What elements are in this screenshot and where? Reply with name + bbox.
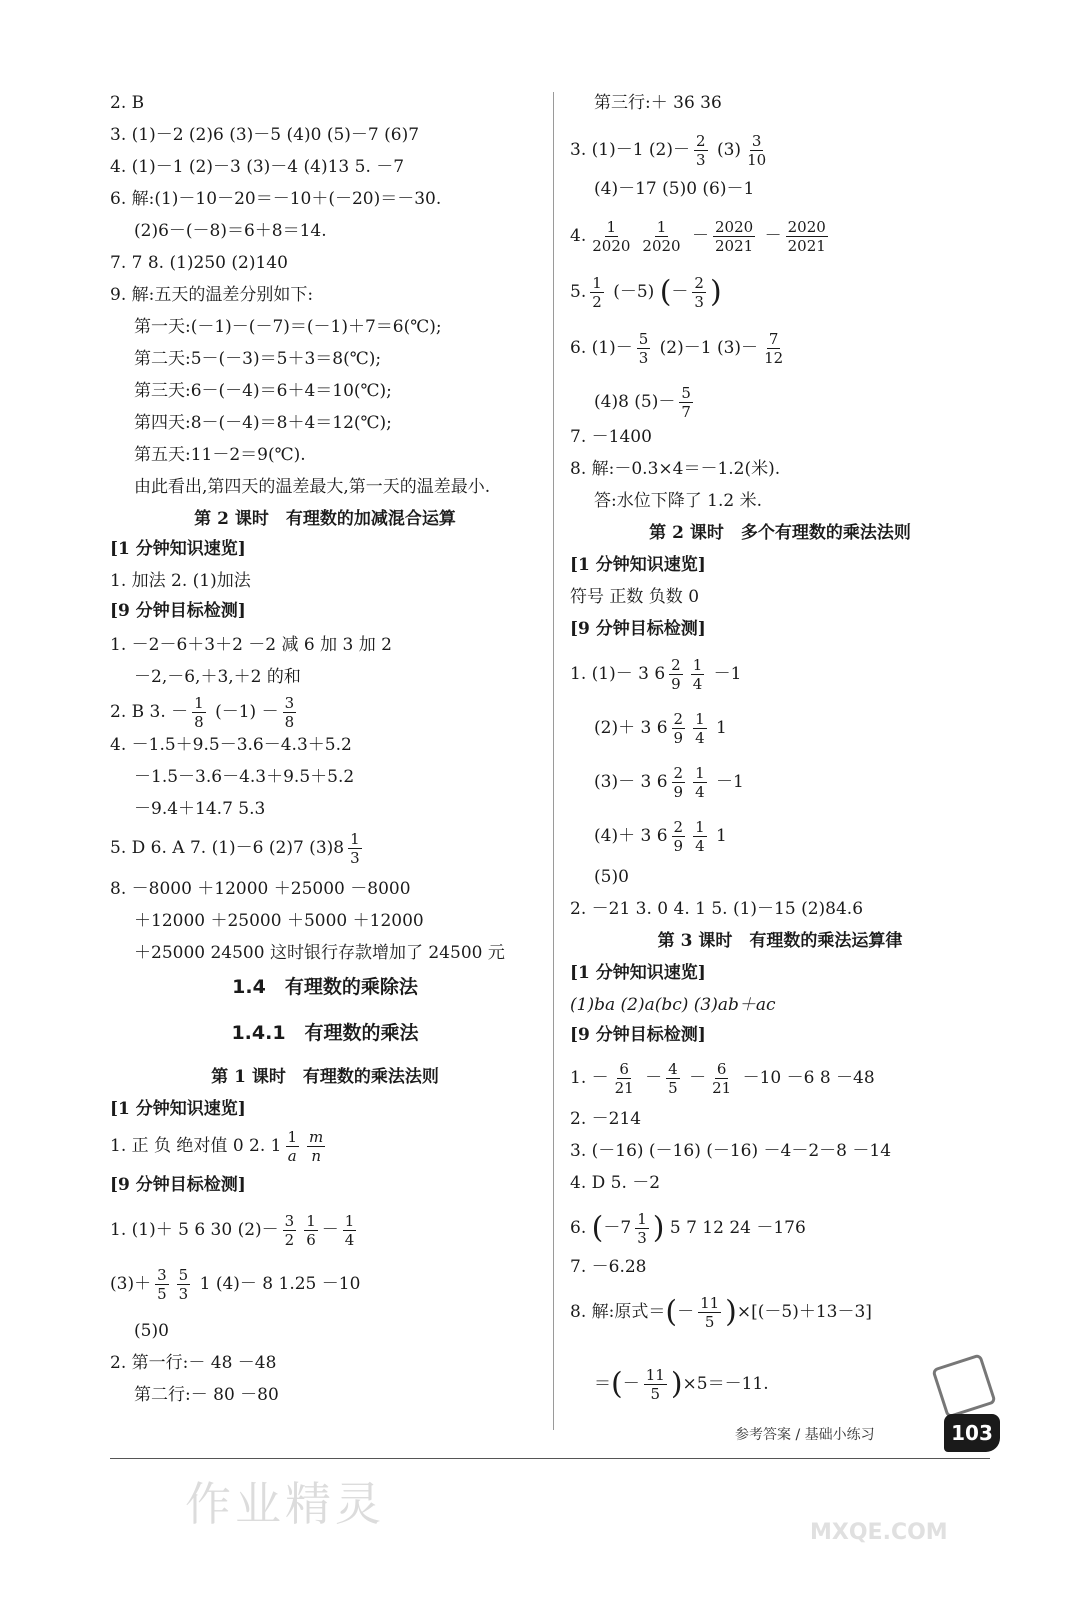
fraction (669, 656, 683, 693)
answer-line: 第四天:8－(－4)＝8＋4＝12(℃); (134, 413, 392, 433)
answer-line: (1)ba (2)a(bc) (3)ab＋ac (570, 995, 776, 1015)
left-paren: ( (591, 1210, 604, 1246)
answer-line: 6. 解:(1)－10－20＝－10＋(－20)＝－30. (110, 189, 442, 209)
fraction (672, 764, 686, 801)
denominator: 10 (747, 151, 767, 169)
text: (2)＋ 3 6 (594, 718, 668, 738)
fraction (693, 764, 707, 801)
fraction (283, 1212, 297, 1249)
answer-line (570, 656, 741, 693)
text: －1 (716, 772, 744, 792)
answer-line: 8. －8000 ＋12000 ＋25000 －8000 (110, 879, 411, 899)
text: (4)＋ 3 6 (594, 826, 668, 846)
fraction (348, 830, 362, 867)
text: －7 (603, 1218, 632, 1238)
text: (4)8 (5)－ (594, 392, 676, 412)
text: － (622, 1374, 640, 1394)
text: ×5＝－11. (682, 1374, 769, 1394)
text: －10 －6 8 －48 (742, 1068, 875, 1088)
numerator: 2020 (715, 218, 754, 236)
numerator: 5 (178, 1266, 189, 1284)
numerator: 6 (619, 1060, 629, 1078)
answer-line (570, 1210, 806, 1247)
answer-line: (5)0 (134, 1321, 169, 1341)
numerator: 1 (287, 1128, 298, 1146)
numerator: 6 (716, 1060, 727, 1078)
text: (2)－1 (3)－ (659, 338, 759, 358)
answer-line: (4)－17 (5)0 (6)－1 (594, 179, 755, 199)
left-paren: ( (611, 1366, 623, 1402)
text: 5. (570, 282, 587, 302)
numerator: 1 (194, 694, 204, 712)
text: 1. － (570, 1068, 609, 1088)
numerator: 7 (768, 330, 779, 348)
answer-line: 第五天:11－2＝9(℃). (134, 445, 306, 465)
answer-line (594, 764, 744, 801)
denominator: 3 (638, 349, 649, 367)
numerator: 1 (695, 764, 705, 782)
answer-line: －1.5－3.6－4.3＋9.5＋5.2 (134, 767, 355, 787)
text: ＝ (594, 1374, 611, 1394)
fraction (307, 1128, 325, 1165)
answer-line (594, 818, 727, 855)
denominator: 8 (284, 713, 295, 731)
numerator: 3 (157, 1266, 167, 1284)
section-tag: [1 分钟知识速览] (110, 1099, 246, 1119)
denominator: 4 (695, 837, 705, 855)
fraction (692, 274, 706, 311)
denominator: 2 (592, 293, 602, 311)
answer-line: 2. B (110, 93, 145, 113)
answer-line: 4. D 5. －2 (570, 1173, 661, 1193)
right-paren: ) (670, 1366, 683, 1402)
denominator: 2020 (592, 237, 631, 255)
denominator: 9 (673, 837, 684, 855)
text: (－1) － (215, 702, 279, 722)
answer-line: 7. －1400 (570, 427, 652, 447)
answer-line (594, 710, 727, 747)
answer-line: 3. (－16) (－16) (－16) －4－2－8 －14 (570, 1141, 892, 1161)
denominator: 5 (704, 1313, 715, 1331)
watermark: 作业精灵 (185, 1477, 385, 1531)
text: 6. (1)－ (570, 338, 633, 358)
denominator: 2 (284, 1231, 295, 1249)
fraction (679, 384, 693, 421)
numerator: 2 (671, 656, 681, 674)
fraction (640, 218, 682, 255)
numerator: 2 (694, 274, 704, 292)
numerator: 1 (695, 710, 705, 728)
answer-line: 4. (1)－1 (2)－3 (3)－4 (4)13 5. －7 (110, 157, 405, 177)
text: 5. D 6. A 7. (1)－6 (2)7 (3)8 (110, 838, 345, 858)
answer-line: (5)0 (594, 867, 629, 887)
fraction (613, 1060, 636, 1097)
fraction (635, 1210, 649, 1247)
fraction (155, 1266, 169, 1303)
answer-line: 8. 解:－0.3×4＝－1.2(米). (570, 459, 781, 479)
answer-line (570, 218, 832, 255)
denominator: 3 (178, 1285, 189, 1303)
fraction (693, 818, 707, 855)
answer-line: 1. 加法 2. (1)加法 (110, 571, 251, 591)
answer-line (570, 132, 772, 169)
numerator: 5 (638, 330, 649, 348)
text: (－5) (613, 282, 655, 302)
text: － (321, 1220, 339, 1240)
denominator: 3 (350, 849, 360, 867)
answer-line (110, 694, 300, 731)
answer-line (594, 384, 697, 421)
answer-line: 第二天:5－(－3)＝5＋3＝8(℃); (134, 349, 382, 369)
fraction (745, 132, 768, 169)
answer-line (570, 1294, 872, 1331)
numerator: 2 (696, 132, 706, 150)
numerator: 1 (344, 1212, 355, 1230)
lesson-heading: 第 1 课时 有理数的乘法法则 (211, 1067, 439, 1087)
text: 2. B 3. － (110, 702, 189, 722)
fraction (666, 1060, 680, 1097)
section-tag: [9 分钟目标检测] (110, 601, 246, 621)
answer-line: 4. －1.5＋9.5－3.6－4.3＋5.2 (110, 735, 352, 755)
text: 1 (716, 826, 727, 846)
denominator: 12 (764, 349, 784, 367)
fraction (672, 710, 686, 747)
text: 1. (1)＋ 5 6 30 (2)－ (110, 1220, 279, 1240)
denominator: 5 (650, 1385, 661, 1403)
denominator: 2020 (642, 237, 681, 255)
text: － (692, 226, 710, 246)
section-tag: [9 分钟目标检测] (570, 619, 706, 639)
answer-line: －2,－6,＋3,＋2 的和 (134, 667, 301, 687)
text: 4. (570, 226, 587, 246)
denominator: 9 (673, 783, 684, 801)
denominator: 9 (671, 675, 681, 693)
denominator: 9 (673, 729, 684, 747)
denominator: 5 (668, 1079, 678, 1097)
answer-line: 1. －2－6＋3＋2 －2 减 6 加 3 加 2 (110, 635, 392, 655)
lesson-heading: 第 2 课时 有理数的加减混合运算 (194, 509, 456, 529)
answer-line (594, 1366, 769, 1403)
numerator: 1 (350, 830, 360, 848)
right-paren: ) (725, 1294, 737, 1330)
fraction (762, 330, 785, 367)
numerator: 2020 (787, 218, 826, 236)
denominator: 2021 (787, 237, 826, 255)
text: 3. (1)－1 (2)－ (570, 140, 691, 160)
denominator: a (287, 1147, 297, 1165)
numerator: 1 (692, 656, 703, 674)
fraction (177, 1266, 191, 1303)
text: (3)＋ (110, 1274, 152, 1294)
fraction (691, 656, 705, 693)
fraction (672, 818, 686, 855)
answer-line: 9. 解:五天的温差分别如下: (110, 285, 314, 305)
text: － (671, 282, 689, 302)
numerator: 4 (668, 1060, 678, 1078)
numerator: 1 (592, 274, 602, 292)
answer-line: 第三天:6－(－4)＝6＋4＝10(℃); (134, 381, 392, 401)
fraction (710, 1060, 733, 1097)
denominator: 5 (157, 1285, 167, 1303)
answer-line: 2. －214 (570, 1109, 642, 1129)
section-tag: [9 分钟目标检测] (570, 1025, 706, 1045)
numerator: 2 (673, 710, 684, 728)
text: ×[(－5)＋13－3] (736, 1302, 872, 1322)
text: 5 7 12 24 －176 (669, 1218, 806, 1238)
subsection-heading: 1.4.1 有理数的乘法 (231, 1022, 419, 1044)
denominator: 8 (194, 713, 204, 731)
lesson-heading: 第 3 课时 有理数的乘法运算律 (657, 931, 903, 951)
fraction (713, 218, 755, 255)
answer-line (570, 274, 722, 311)
text: 1 (4)－ 8 1.25 －10 (199, 1274, 361, 1294)
left-paren: ( (665, 1294, 678, 1330)
fraction (304, 1212, 318, 1249)
denominator: 3 (637, 1229, 647, 1247)
answer-line: ＋12000 ＋25000 ＋5000 ＋12000 (134, 911, 424, 931)
denominator: 4 (695, 729, 705, 747)
fraction (590, 274, 604, 311)
section-tag: [9 分钟目标检测] (110, 1175, 246, 1195)
text: － (689, 1068, 707, 1088)
numerator: 1 (606, 218, 617, 236)
fraction (590, 218, 632, 255)
text: － (677, 1302, 695, 1322)
answer-line: ＋25000 24500 这时银行存款增加了 24500 元 (134, 943, 505, 963)
stamp-logo (931, 1353, 997, 1419)
text: 1. (1)－ 3 6 (570, 664, 666, 684)
watermark: MXQE.COM (810, 1520, 948, 1545)
numerator: 1 (695, 818, 705, 836)
denominator: 3 (696, 151, 706, 169)
fraction (694, 132, 708, 169)
denominator: 21 (614, 1079, 634, 1097)
right-paren: ) (652, 1210, 665, 1246)
section-tag: [1 分钟知识速览] (110, 539, 246, 559)
denominator: 6 (306, 1231, 316, 1249)
fraction (693, 710, 707, 747)
text: － (645, 1068, 663, 1088)
denominator: 2021 (715, 237, 754, 255)
lesson-heading: 第 2 课时 多个有理数的乘法法则 (649, 523, 911, 543)
answer-line (110, 1212, 360, 1249)
answer-line: 7. 7 8. (1)250 (2)140 (110, 253, 288, 273)
numerator: 2 (673, 764, 684, 782)
footer-rule (110, 1458, 990, 1459)
text: 1 (716, 718, 727, 738)
answer-line (110, 1128, 329, 1165)
answer-line: 第一天:(－1)－(－7)＝(－1)＋7＝6(℃); (134, 317, 442, 337)
numerator: 1 (656, 218, 667, 236)
text: 8. 解:原式＝ (570, 1302, 666, 1322)
numerator: 3 (284, 1212, 295, 1230)
answer-line: －9.4＋14.7 5.3 (134, 799, 266, 819)
fraction (786, 218, 828, 255)
fraction (644, 1366, 667, 1403)
numerator: 11 (645, 1366, 665, 1384)
left-paren: ( (659, 274, 672, 310)
text: 6. (570, 1218, 587, 1238)
numerator: 3 (751, 132, 762, 150)
fraction (637, 330, 651, 367)
answer-line: 答:水位下降了 1.2 米. (594, 491, 762, 511)
page-number: 103 (944, 1414, 1000, 1452)
section-heading: 1.4 有理数的乘除法 (232, 976, 418, 998)
answer-line: 2. －21 3. 0 4. 1 5. (1)－15 (2)84.6 (570, 899, 864, 919)
answer-line: 3. (1)－2 (2)6 (3)－5 (4)0 (5)－7 (6)7 (110, 125, 420, 145)
fraction (283, 694, 297, 731)
fraction (698, 1294, 721, 1331)
section-tag: [1 分钟知识速览] (570, 963, 706, 983)
text: (3)－ 3 6 (594, 772, 668, 792)
text: 1. 正 负 绝对值 0 2. 1 (110, 1136, 282, 1156)
column-divider (553, 92, 554, 1430)
numerator: m (309, 1128, 324, 1146)
answer-line (570, 1060, 875, 1097)
answer-line: 第三行:＋ 36 36 (594, 93, 722, 113)
right-paren: ) (709, 274, 722, 310)
answer-line: 符号 正数 负数 0 (570, 587, 700, 607)
text: －1 (713, 664, 742, 684)
answer-line: 由此看出,第四天的温差最大,第一天的温差最小. (134, 477, 491, 497)
denominator: 21 (712, 1079, 732, 1097)
answer-line (110, 830, 366, 867)
numerator: 1 (637, 1210, 647, 1228)
denominator: 4 (692, 675, 703, 693)
denominator: n (311, 1147, 321, 1165)
numerator: 5 (681, 384, 691, 402)
footer-label: 参考答案 / 基础小练习 (735, 1427, 875, 1443)
denominator: 4 (695, 783, 705, 801)
section-tag: [1 分钟知识速览] (570, 555, 706, 575)
fraction (192, 694, 206, 731)
text: (3) (716, 140, 742, 160)
fraction (286, 1128, 300, 1165)
answer-line: 7. －6.28 (570, 1257, 647, 1277)
numerator: 1 (306, 1212, 316, 1230)
text: － (764, 226, 782, 246)
numerator: 2 (673, 818, 684, 836)
denominator: 3 (694, 293, 704, 311)
answer-line (570, 330, 789, 367)
answer-line: 第二行:－ 80 －80 (134, 1385, 279, 1405)
answer-line: 2. 第一行:－ 48 －48 (110, 1353, 277, 1373)
fraction (343, 1212, 357, 1249)
answer-line (110, 1266, 360, 1303)
numerator: 11 (700, 1294, 720, 1312)
denominator: 7 (681, 403, 691, 421)
answer-line: (2)6－(－8)＝6＋8＝14. (134, 221, 327, 241)
denominator: 4 (344, 1231, 355, 1249)
numerator: 3 (284, 694, 295, 712)
